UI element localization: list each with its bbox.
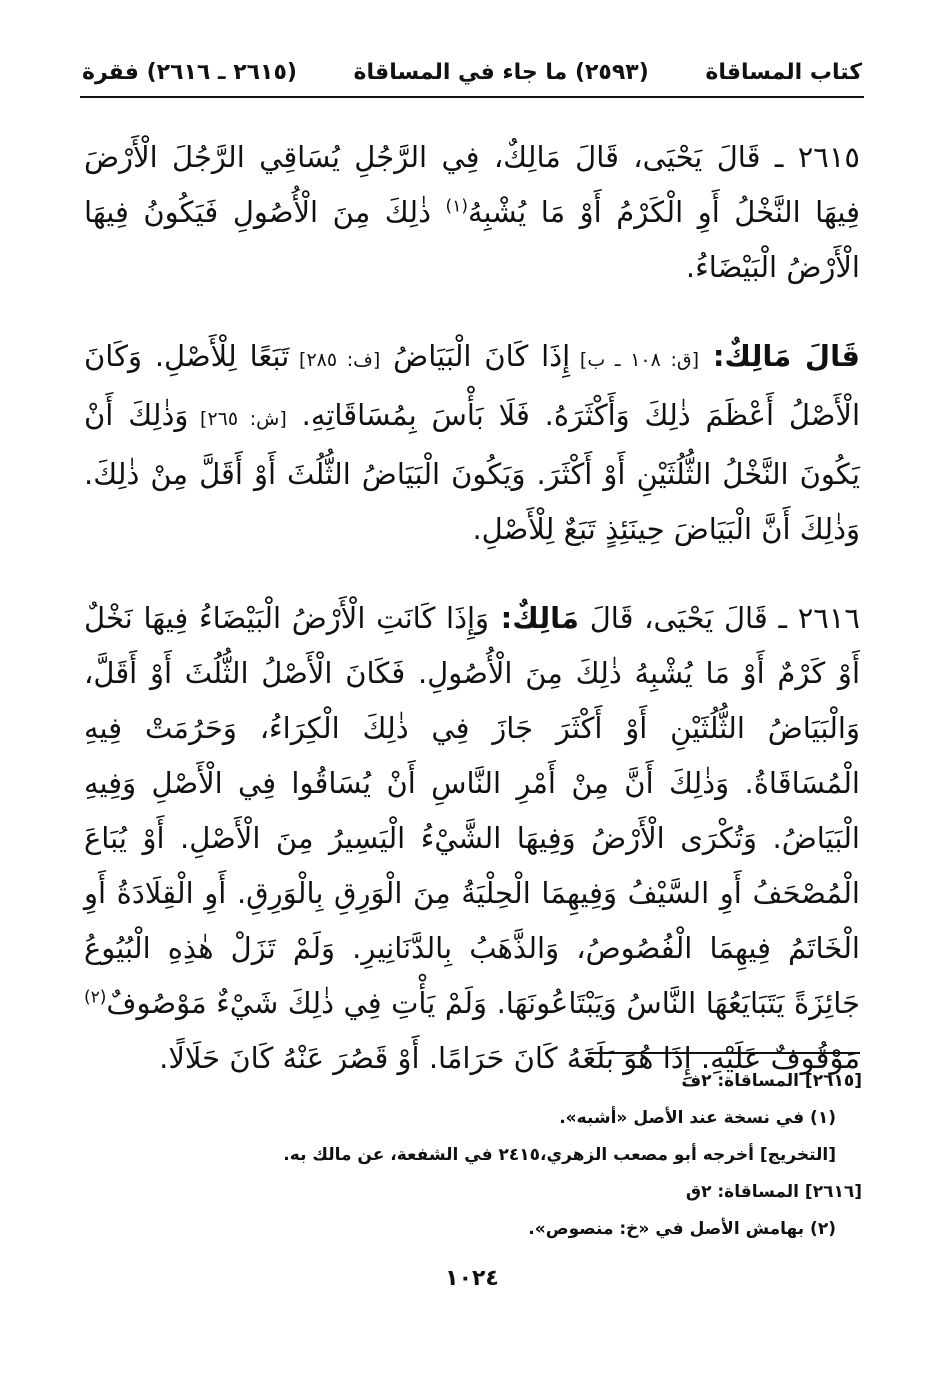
paragraph-text: ذٰلِكَ مِنَ الْأُصُولِ فَيَكُونُ فِيهَا الْأَرْضُ الْبَيْضَاءُ. (84, 195, 860, 284)
paragraph-2615 (84, 130, 860, 295)
paragraph-text: إِذَا كَانَ الْبَيَاضُ (380, 339, 571, 373)
manuscript-reference: [ف: ٢٨٥] (289, 349, 381, 371)
paragraph-number: ٢٦١٦ ـ (767, 601, 860, 635)
paragraph-malik-comment (84, 329, 860, 557)
header-rule (80, 96, 864, 98)
running-header (82, 52, 862, 92)
paragraph-text: تَبَعًا لِلْأَصْلِ. وَكَانَ الْأَصْلُ أَعْظَمَ ذٰلِكَ وَأَكْثَرَهُ. فَلَا بَأْسَ بِمُسَاقَاتِهِ. (84, 339, 861, 432)
footnote-rule (588, 1052, 860, 1054)
footnotes (84, 1066, 862, 1251)
paragraph-text: قَالَ يَحْيَى، قَالَ مَالِكٌ، فِي الرَّجُلِ يُسَاقِي الرَّجُلَ الْأَرْضَ فِيهَا النَّخْلُ أَوِ الْكَرْمُ أَوْ مَا يُشْبِهُ (84, 140, 860, 229)
paragraph-2616 (84, 591, 860, 1086)
header-paragraph-range: (٢٦١٥ ـ ٢٦١٦) فقرة (82, 59, 297, 85)
footnote-line: [٢٦١٥] المساقاة: ٢ف (681, 1071, 862, 1091)
main-text (84, 130, 860, 1086)
footnote-marker: (١) (445, 196, 468, 217)
header-book-title: كتاب المساقاة (705, 59, 862, 85)
paragraph-text: مَوْقُوفٌ عَلَيْهِ. إِذَا هُوَ بَلَغَهُ كَانَ حَرَامًا. أَوْ قَصُرَ عَنْهُ كَانَ حَلَالًا. (159, 1041, 860, 1075)
speaker-label: قَالَ مَالِكٌ: (699, 339, 860, 373)
footnote-line: (٢) بهامش الأصل في «خ: منصوص». (528, 1219, 836, 1239)
footnote-line: (١) في نسخة عند الأصل «أشبه». (559, 1108, 836, 1128)
paragraph-text: قَالَ يَحْيَى، قَالَ (578, 601, 768, 635)
speaker-label: مَالِكٌ: (489, 601, 579, 635)
paragraph-number: ٢٦١٥ ـ (760, 140, 861, 174)
manuscript-reference: [ش: ٢٦٥] (188, 408, 287, 430)
paragraph-text: وَذٰلِكَ أَنْ يَكُونَ النَّخْلُ الثُّلُثَيْنِ أَوْ أَكْثَرَ. وَيَكُونَ الْبَيَاضُ الثُّلُثَ أَوْ أَقَلَّ مِنْ ذٰلِكَ. وَذٰلِكَ أَنَّ الْبَيَاضَ حِينَئِذٍ تَبَعٌ لِلْأَصْلِ. (84, 398, 860, 546)
header-chapter-title: (٢٥٩٣) ما جاء في المساقاة (353, 59, 649, 85)
footnote-marker: (٢) (84, 987, 107, 1008)
footnote-line: [التخريج] أخرجه أبو مصعب الزهري،٢٤١٥ في الشفعة، عن مالك به. (283, 1145, 836, 1165)
paragraph-text: وَإِذَا كَانَتِ الْأَرْضُ الْبَيْضَاءُ فِيهَا نَخْلٌ أَوْ كَرْمٌ أَوْ مَا يُشْبِهُ ذٰلِكَ مِنَ الْأُصُولِ. فَكَانَ الْأَصْلُ الثُّلُثَ أَوْ أَقَلَّ، وَالْبَيَاضُ الثُّلُثَيْنِ أَوْ أَكْثَرَ جَازَ فِي ذٰلِكَ الْكِرَاءُ، وَحَرُمَتْ فِيهِ الْمُسَاقَاةُ. وَذٰلِكَ أَنَّ مِنْ أَمْرِ النَّاسِ أَنْ يُسَاقُوا فِي الْأَصْلِ وَفِيهِ الْبَيَاضُ. وَتُكْرَى الْأَرْضُ وَفِيهَا الشَّيْءُ الْيَسِيرُ مِنَ الْأَصْلِ. أَوْ يُبَاعَ الْمُصْحَفُ أَوِ السَّيْفُ وَفِيهِمَا الْحِلْيَةُ مِنَ الْوَرِقِ بِالْوَرِقِ. أَوِ الْقِلَادَةُ أَوِ الْخَاتَمُ فِيهِمَا الْفُصُوصُ، وَالذَّهَبُ بِالدَّنَانِيرِ. وَلَمْ تَزَلْ هٰذِهِ الْبُيُوعُ جَائِزَةً يَتَبَايَعُهَا النَّاسُ وَيَبْتَاعُونَهَا. وَلَمْ يَأْتِ فِي ذٰلِكَ شَيْءٌ مَوْصُوفٌ (84, 601, 860, 1020)
manuscript-reference: [ق: ١٠٨ ـ ب] (570, 349, 700, 371)
footnote-line: [٢٦١٦] المساقاة: ٢ق (685, 1182, 862, 1202)
page-number: ١٠٢٤ (445, 1266, 499, 1291)
